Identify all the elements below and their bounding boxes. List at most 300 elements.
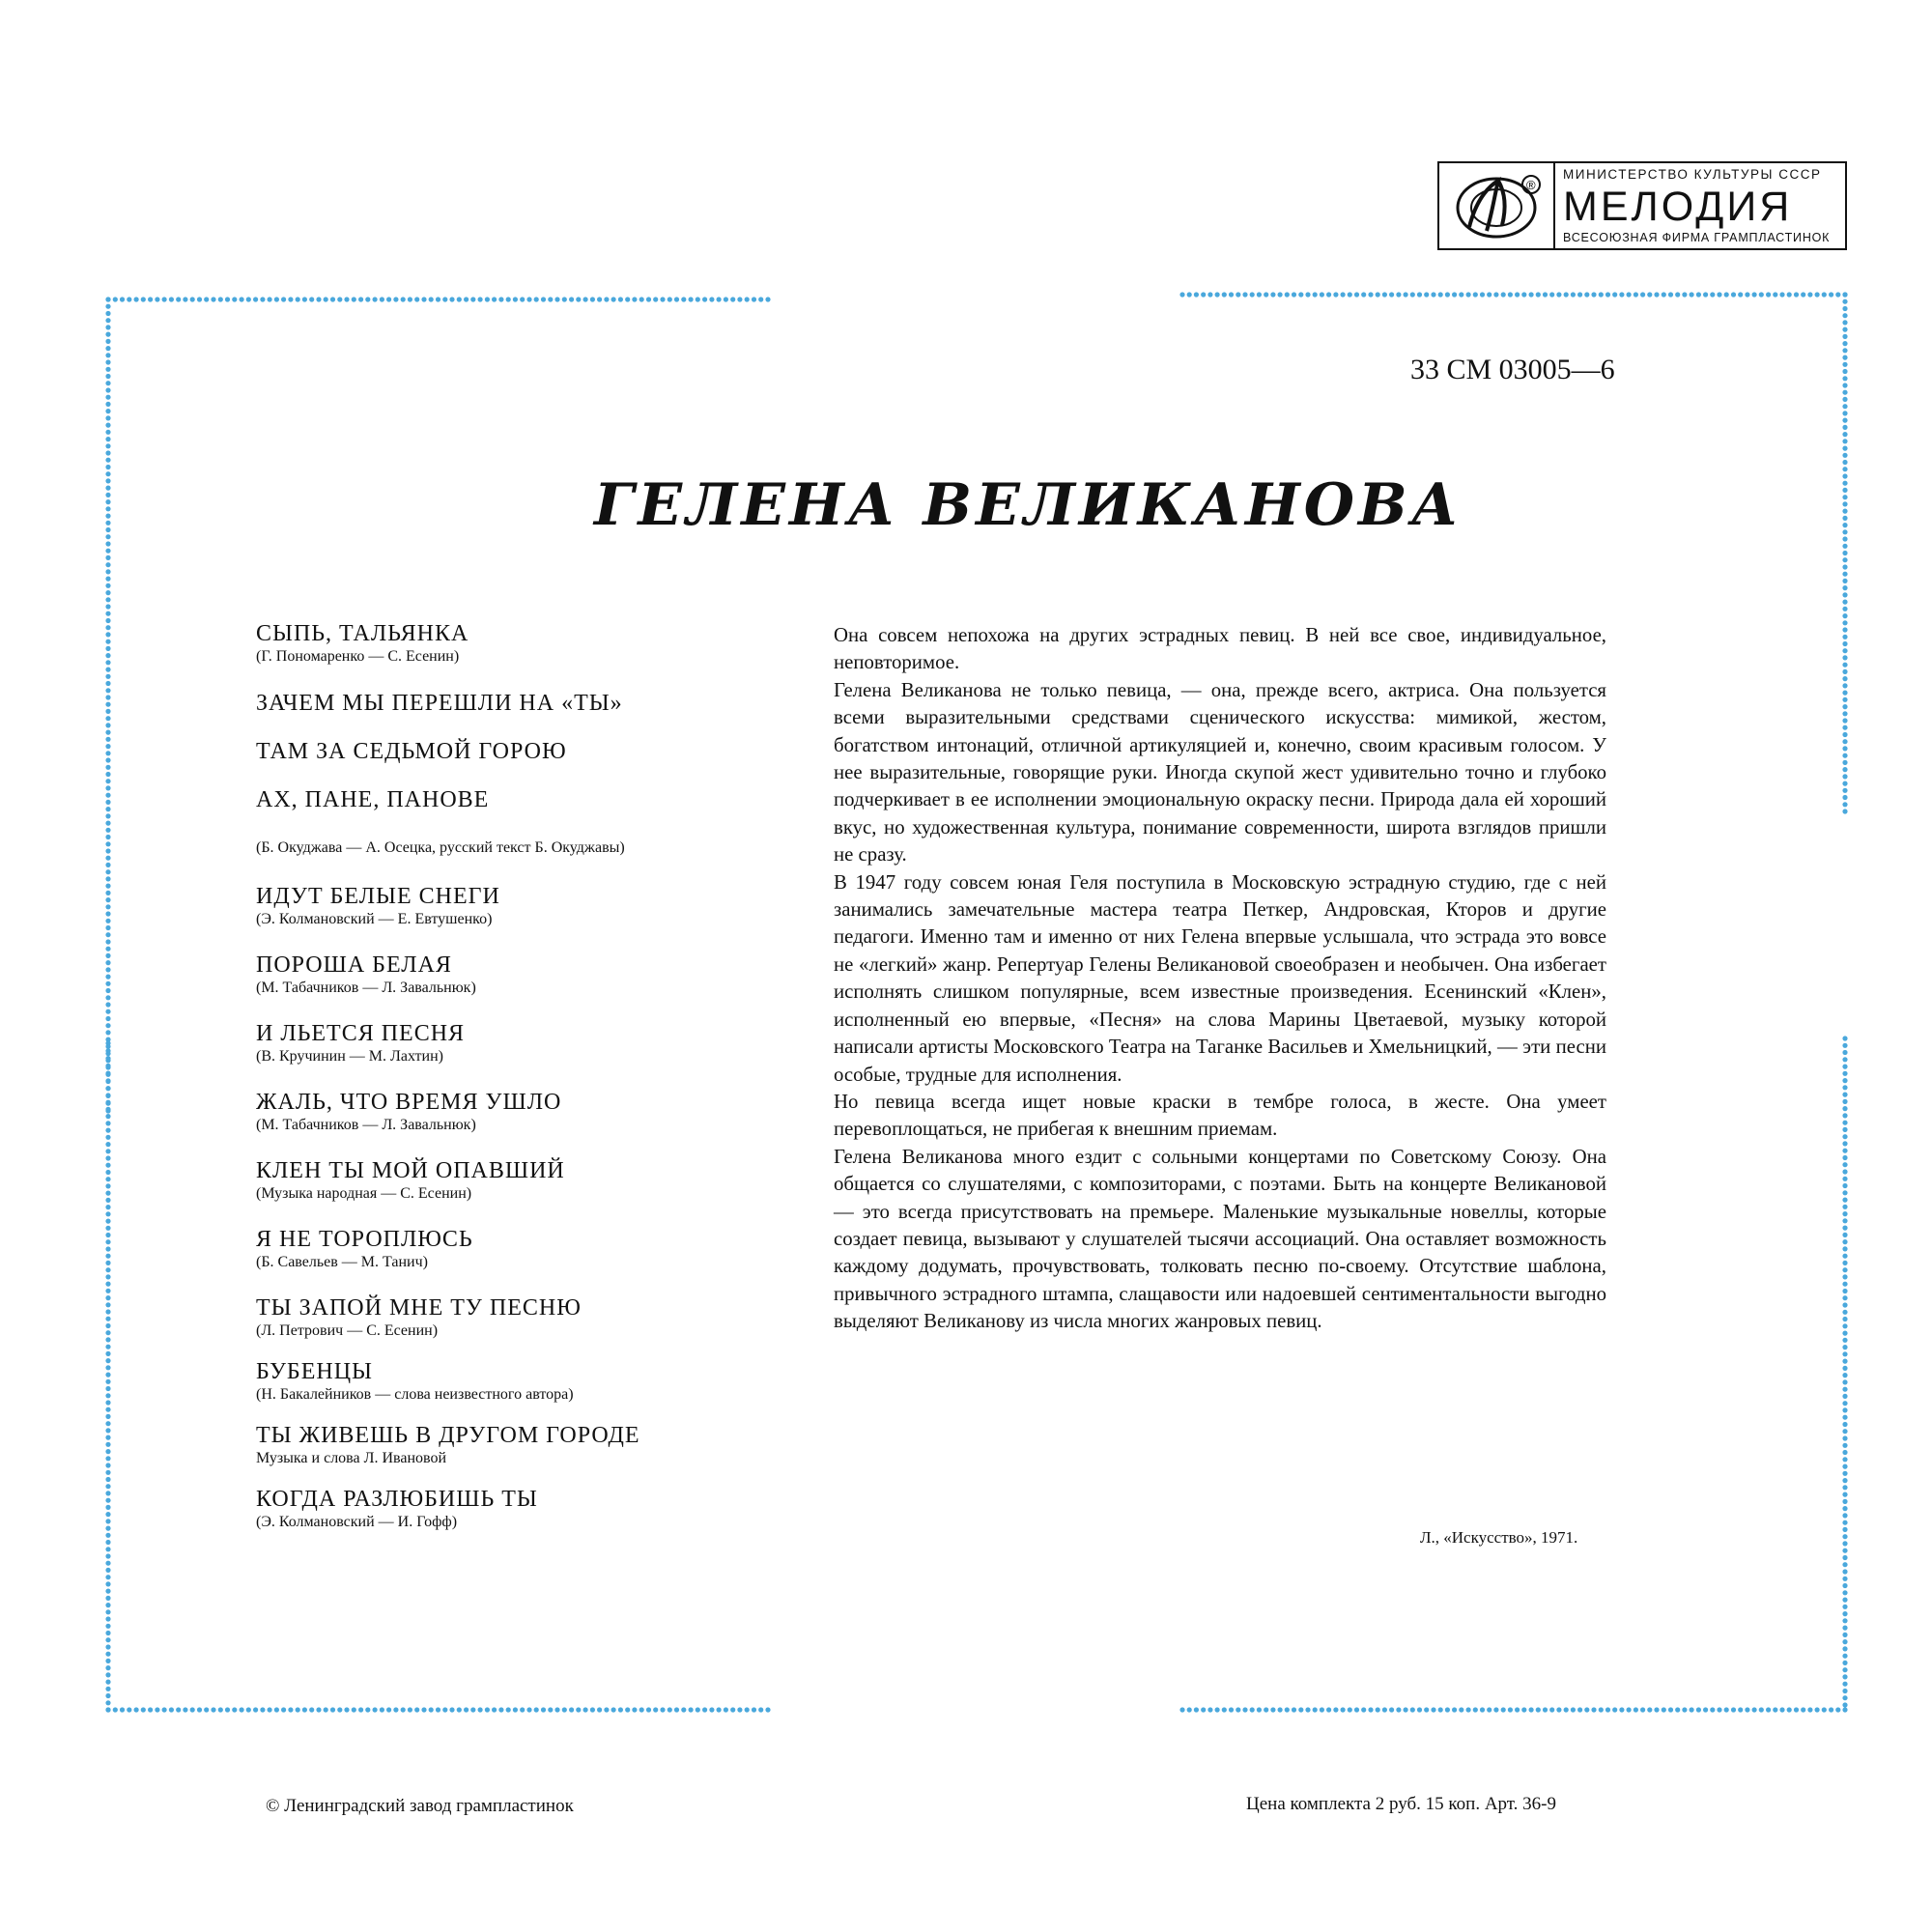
- frame-dot: [1354, 1707, 1359, 1712]
- frame-dot: [513, 297, 518, 301]
- frame-dot: [148, 297, 153, 301]
- frame-dot: [380, 1707, 384, 1712]
- track-title: ТАМ ЗА СЕДЬМОЙ ГОРОЮ: [256, 739, 567, 764]
- frame-dot: [1842, 802, 1847, 807]
- frame-dot: [625, 1707, 630, 1712]
- frame-dot: [105, 1707, 110, 1712]
- frame-dot: [105, 597, 110, 602]
- logo-ministry: МИНИСТЕРСТВО КУЛЬТУРЫ СССР: [1563, 167, 1822, 182]
- frame-dot: [639, 297, 644, 301]
- frame-dot: [1842, 1527, 1847, 1532]
- frame-dot: [717, 1707, 722, 1712]
- frame-dot: [1215, 292, 1220, 297]
- frame-dot: [1842, 376, 1847, 381]
- frame-dot: [105, 465, 110, 469]
- frame-dot: [1842, 453, 1847, 458]
- frame-dot: [105, 1323, 110, 1328]
- frame-dot: [268, 297, 272, 301]
- frame-dot: [414, 297, 419, 301]
- frame-dot: [105, 995, 110, 1000]
- frame-dot: [105, 785, 110, 790]
- frame-dot: [1842, 1415, 1847, 1420]
- frame-dot: [105, 1163, 110, 1168]
- frame-dot: [1842, 1141, 1847, 1146]
- frame-dot: [1842, 1548, 1847, 1553]
- frame-dot: [1662, 292, 1666, 297]
- frame-dot: [105, 1289, 110, 1293]
- frame-dot: [1842, 523, 1847, 527]
- frame-dot: [105, 1078, 110, 1083]
- frame-dot: [105, 1044, 110, 1049]
- frame-dot: [758, 1707, 763, 1712]
- frame-dot: [1278, 292, 1283, 297]
- frame-dot: [148, 1707, 153, 1712]
- frame-dot: [1842, 425, 1847, 430]
- frame-dot: [105, 1624, 110, 1629]
- frame-dot: [1842, 1429, 1847, 1434]
- registered-mark: ®: [1526, 178, 1536, 192]
- frame-dot: [105, 1261, 110, 1265]
- frame-dot: [105, 653, 110, 658]
- frame-dot: [176, 1707, 181, 1712]
- frame-dot: [492, 297, 497, 301]
- frame-dot: [1710, 1707, 1715, 1712]
- track-item: [256, 1358, 797, 1405]
- frame-dot: [1842, 551, 1847, 555]
- frame-dot: [1682, 1707, 1687, 1712]
- frame-dot: [1842, 1387, 1847, 1392]
- frame-dot: [1842, 809, 1847, 813]
- frame-dot: [702, 297, 707, 301]
- frame-dot: [1326, 292, 1331, 297]
- frame-dot: [105, 1470, 110, 1475]
- frame-dot: [660, 1707, 665, 1712]
- track-title: КЛЕН ТЫ МОЙ ОПАВШИЙ: [256, 1158, 565, 1183]
- frame-dot: [548, 297, 553, 301]
- frame-dot: [105, 891, 110, 895]
- frame-dot: [1842, 1379, 1847, 1384]
- frame-dot: [105, 443, 110, 448]
- frame-dot: [105, 1533, 110, 1538]
- frame-dot: [1842, 1127, 1847, 1132]
- frame-dot: [1779, 1707, 1784, 1712]
- frame-dot: [401, 297, 406, 301]
- frame-dot: [1382, 292, 1387, 297]
- frame-dot: [232, 297, 237, 301]
- frame-dot: [1835, 292, 1840, 297]
- copyright-notice: © Ленинградский завод грампластинок: [266, 1796, 574, 1816]
- frame-dot: [498, 1707, 503, 1712]
- frame-dot: [1842, 355, 1847, 360]
- frame-dot: [1842, 704, 1847, 709]
- frame-dot: [1842, 683, 1847, 688]
- frame-dot: [702, 1707, 707, 1712]
- frame-dot: [1647, 292, 1652, 297]
- frame-dot: [1529, 1707, 1534, 1712]
- frame-dot: [296, 297, 300, 301]
- frame-dot: [1842, 746, 1847, 751]
- frame-dot: [105, 765, 110, 770]
- frame-dot: [105, 821, 110, 826]
- frame-dot: [506, 1707, 511, 1712]
- frame-dot: [1487, 292, 1492, 297]
- frame-dot: [1264, 292, 1268, 297]
- frame-dot: [1842, 1618, 1847, 1623]
- frame-dot: [105, 1142, 110, 1147]
- frame-dot: [639, 1707, 644, 1712]
- frame-dot: [1556, 1707, 1561, 1712]
- frame-dot: [1731, 292, 1736, 297]
- frame-dot: [1842, 1590, 1847, 1595]
- frame-dot: [681, 297, 686, 301]
- frame-dot: [211, 1707, 215, 1712]
- frame-dot: [1480, 292, 1485, 297]
- frame-dot: [1842, 1169, 1847, 1174]
- frame-dot: [127, 1707, 131, 1712]
- frame-dot: [1842, 369, 1847, 374]
- frame-dot: [758, 297, 763, 301]
- frame-dot: [1842, 1162, 1847, 1167]
- frame-dot: [429, 297, 434, 301]
- frame-dot: [1278, 1707, 1283, 1712]
- frame-dot: [105, 1064, 110, 1068]
- frame-dot: [1627, 1707, 1632, 1712]
- frame-dot: [1842, 1541, 1847, 1546]
- frame-dot: [1242, 1707, 1247, 1712]
- frame-dot: [105, 960, 110, 965]
- frame-dot: [1417, 1707, 1422, 1712]
- frame-dot: [1842, 1457, 1847, 1462]
- frame-dot: [105, 1337, 110, 1342]
- frame-dot: [534, 1707, 539, 1712]
- frame-dot: [1564, 292, 1569, 297]
- frame-dot: [765, 297, 770, 301]
- frame-dot: [288, 1707, 293, 1712]
- frame-dot: [1815, 1707, 1820, 1712]
- frame-dot: [1842, 544, 1847, 549]
- frame-dot: [105, 1665, 110, 1670]
- frame-dot: [1842, 585, 1847, 590]
- logo-brand: МЕЛОДИЯ: [1563, 183, 1793, 230]
- frame-dot: [274, 297, 279, 301]
- frame-dot: [1842, 600, 1847, 605]
- frame-dot: [105, 947, 110, 952]
- frame-dot: [1201, 292, 1206, 297]
- frame-dot: [1759, 292, 1764, 297]
- frame-dot: [1842, 1667, 1847, 1672]
- frame-dot: [1842, 1373, 1847, 1378]
- frame-dot: [105, 751, 110, 755]
- frame-dot: [668, 1707, 672, 1712]
- frame-dot: [604, 1707, 609, 1712]
- frame-dot: [1842, 334, 1847, 339]
- frame-dot: [436, 297, 440, 301]
- frame-dot: [1438, 1707, 1443, 1712]
- frame-dot: [105, 1498, 110, 1503]
- frame-dot: [105, 1700, 110, 1705]
- frame-dot: [386, 297, 391, 301]
- frame-dot: [1842, 397, 1847, 402]
- frame-dot: [1842, 1338, 1847, 1343]
- frame-dot: [1842, 1639, 1847, 1644]
- frame-dot: [752, 297, 756, 301]
- frame-dot: [113, 1707, 118, 1712]
- frame-dot: [113, 297, 118, 301]
- frame-dot: [1529, 292, 1534, 297]
- frame-dot: [1842, 1254, 1847, 1259]
- track-credits: (М. Табачников — Л. Завальнюк): [256, 980, 476, 996]
- frame-dot: [1842, 557, 1847, 562]
- frame-dot: [105, 1491, 110, 1495]
- frame-dot: [548, 1707, 553, 1712]
- frame-dot: [169, 1707, 174, 1712]
- frame-dot: [105, 1048, 110, 1053]
- frame-dot: [513, 1707, 518, 1712]
- frame-dot: [105, 1680, 110, 1685]
- frame-dot: [105, 911, 110, 916]
- frame-dot: [1250, 292, 1255, 297]
- frame-dot: [1779, 292, 1784, 297]
- frame-dot: [1717, 292, 1721, 297]
- frame-dot: [1842, 1323, 1847, 1328]
- frame-dot: [105, 353, 110, 357]
- frame-dot: [1842, 564, 1847, 569]
- frame-dot: [1794, 1707, 1799, 1712]
- frame-dot: [105, 813, 110, 818]
- frame-dot: [105, 1274, 110, 1279]
- frame-dot: [1410, 292, 1415, 297]
- frame-dot: [689, 297, 694, 301]
- frame-dot: [105, 925, 110, 930]
- frame-dot: [296, 1707, 300, 1712]
- frame-dot: [1612, 292, 1617, 297]
- frame-dot: [1842, 1492, 1847, 1497]
- liner-paragraph: Гелена Великанова много ездит с сольными концертами по Советскому Союзу. Она общается со слушателями, с композиторами, с поэтами. Быть на концерте Великановой — это всегда присутствовать на премьере. Маленькие музыкальные новеллы, которые создает певица, вызывают у слушателей тысячи ассоциаций. Она оставляет возможность каждому додумать, прочувствовать, толковать песню по-своему. Отсутствие шаблона, привычного эстрадного штампа, слащавости или надоевшей сентиментальности выгодно выделяют Великанову из числа многих жанровых певиц.: [834, 1145, 1606, 1333]
- frame-dot: [105, 1233, 110, 1237]
- frame-dot: [1807, 292, 1812, 297]
- frame-dot: [1842, 795, 1847, 800]
- frame-dot: [1842, 1674, 1847, 1679]
- frame-dot: [365, 297, 370, 301]
- frame-dot: [352, 1707, 356, 1712]
- frame-dot: [105, 1016, 110, 1021]
- frame-dot: [1842, 390, 1847, 395]
- frame-dot: [1584, 292, 1589, 297]
- frame-dot: [1842, 327, 1847, 332]
- frame-dot: [1842, 1078, 1847, 1083]
- frame-dot: [1333, 1707, 1338, 1712]
- frame-dot: [1842, 1626, 1847, 1631]
- frame-dot: [1222, 1707, 1227, 1712]
- frame-dot: [1543, 292, 1548, 297]
- frame-dot: [576, 297, 581, 301]
- frame-dot: [1842, 1577, 1847, 1581]
- catalog-number: 33 СМ 03005—6: [1410, 354, 1615, 385]
- track-credits: (Э. Колмановский — Е. Евтушенко): [256, 911, 493, 927]
- frame-dot: [1842, 1695, 1847, 1700]
- frame-dot: [1842, 1499, 1847, 1504]
- frame-dot: [240, 1707, 244, 1712]
- frame-dot: [1473, 292, 1478, 297]
- frame-dot: [1842, 1261, 1847, 1265]
- frame-dot: [105, 1553, 110, 1558]
- frame-dot: [105, 381, 110, 385]
- frame-dot: [105, 549, 110, 554]
- frame-dot: [316, 1707, 321, 1712]
- frame-dot: [1354, 292, 1359, 297]
- frame-dot: [1389, 292, 1394, 297]
- frame-dot: [1452, 1707, 1457, 1712]
- frame-dot: [737, 297, 742, 301]
- track-credits: (Музыка народная — С. Есенин): [256, 1185, 472, 1202]
- frame-dot: [105, 1435, 110, 1440]
- frame-dot: [1842, 446, 1847, 451]
- frame-dot: [1584, 1707, 1589, 1712]
- frame-dot: [421, 297, 426, 301]
- frame-dot: [1696, 1707, 1701, 1712]
- frame-dot: [1745, 1707, 1749, 1712]
- frame-dot: [105, 1267, 110, 1272]
- frame-dot: [1842, 320, 1847, 325]
- frame-dot: [1187, 292, 1192, 297]
- frame-dot: [1389, 1707, 1394, 1712]
- frame-dot: [373, 1707, 378, 1712]
- frame-dot: [260, 297, 265, 301]
- frame-dot: [1842, 1226, 1847, 1231]
- frame-dot: [1842, 753, 1847, 758]
- frame-dot: [105, 1547, 110, 1551]
- frame-dot: [1842, 1401, 1847, 1406]
- frame-dot: [485, 1707, 490, 1712]
- frame-dot: [105, 486, 110, 491]
- frame-dot: [1794, 292, 1799, 297]
- frame-dot: [1842, 725, 1847, 730]
- track-title: ИДУТ БЕЛЫЕ СНЕГИ: [256, 884, 500, 909]
- frame-dot: [105, 848, 110, 853]
- frame-dot: [696, 1707, 700, 1712]
- frame-dot: [1599, 292, 1604, 297]
- frame-dot: [105, 897, 110, 902]
- frame-dot: [344, 297, 349, 301]
- frame-dot: [1348, 1707, 1352, 1712]
- track-item: [256, 1294, 797, 1341]
- frame-dot: [105, 1540, 110, 1545]
- frame-dot: [105, 437, 110, 441]
- frame-dot: [1842, 1689, 1847, 1693]
- frame-dot: [1842, 1295, 1847, 1300]
- frame-dot: [1842, 1569, 1847, 1574]
- track-item: [256, 1020, 797, 1066]
- frame-dot: [1842, 1106, 1847, 1111]
- frame-dot: [105, 1135, 110, 1140]
- frame-dot: [105, 1302, 110, 1307]
- frame-dot: [1842, 648, 1847, 653]
- frame-dot: [1521, 1707, 1526, 1712]
- frame-dot: [105, 1079, 110, 1084]
- frame-dot: [105, 506, 110, 511]
- track-item: [256, 620, 797, 667]
- frame-dot: [105, 1191, 110, 1196]
- frame-dot: [1549, 1707, 1554, 1712]
- frame-dot: [197, 297, 202, 301]
- frame-dot: [1842, 1422, 1847, 1427]
- frame-dot: [105, 325, 110, 329]
- frame-dot: [1710, 292, 1715, 297]
- frame-dot: [674, 1707, 679, 1712]
- frame-dot: [105, 527, 110, 532]
- frame-dot: [709, 1707, 714, 1712]
- frame-dot: [1292, 292, 1296, 297]
- frame-dot: [1208, 292, 1212, 297]
- frame-dot: [646, 297, 651, 301]
- frame-dot: [105, 297, 110, 301]
- frame-dot: [1842, 292, 1847, 297]
- frame-dot: [1696, 292, 1701, 297]
- frame-dot: [1842, 516, 1847, 521]
- frame-dot: [105, 1108, 110, 1113]
- frame-dot: [1668, 1707, 1673, 1712]
- frame-dot: [169, 297, 174, 301]
- frame-dot: [1842, 1359, 1847, 1364]
- frame-dot: [1842, 411, 1847, 415]
- frame-dot: [105, 1226, 110, 1231]
- frame-dot: [470, 1707, 475, 1712]
- liner-paragraph: В 1947 году совсем юная Геля поступила в Московскую эстрадную студию, где с ней занимались замечательные мастера театра Петкер, Андровская, Кторов и другие педагоги. Именно там и именно от них Гелена впервые услышала, что эстрада это вовсе не «легкий» жанр. Репертуар Гелены Великановой своеобразен и необычен. Она избегает исполнять слишком популярные, всем известные произведения. Есенинский «Клен», исполненный ею впервые, «Песня» на слова Марины Цветаевой, музыку которой написали артисты Московского Театра на Таганке Васильев и Хмельницкий, — эти песни особые, трудные для исполнения.: [834, 870, 1606, 1086]
- frame-dot: [105, 534, 110, 539]
- frame-dot: [105, 723, 110, 727]
- frame-dot: [105, 339, 110, 344]
- frame-dot: [105, 1072, 110, 1077]
- frame-dot: [737, 1707, 742, 1712]
- frame-dot: [1807, 1707, 1812, 1712]
- frame-dot: [1634, 292, 1638, 297]
- frame-dot: [105, 1407, 110, 1412]
- frame-dot: [337, 1707, 342, 1712]
- frame-dot: [1842, 1583, 1847, 1588]
- frame-dot: [105, 471, 110, 476]
- frame-dot: [1619, 292, 1624, 297]
- frame-dot: [162, 297, 167, 301]
- frame-dot: [105, 863, 110, 867]
- frame-dot: [442, 1707, 447, 1712]
- frame-dot: [1835, 1707, 1840, 1712]
- frame-dot: [436, 1707, 440, 1712]
- frame-dot: [105, 618, 110, 623]
- frame-dot: [105, 1644, 110, 1649]
- frame-dot: [105, 1086, 110, 1091]
- frame-dot: [105, 1652, 110, 1657]
- frame-dot: [1842, 788, 1847, 793]
- frame-dot: [260, 1707, 265, 1712]
- track-title: КОГДА РАЗЛЮБИШЬ ТЫ: [256, 1487, 538, 1512]
- frame-dot: [105, 681, 110, 686]
- frame-dot: [105, 869, 110, 874]
- frame-dot: [105, 1101, 110, 1106]
- frame-dot: [1675, 292, 1680, 297]
- frame-dot: [1348, 292, 1352, 297]
- frame-dot: [653, 297, 658, 301]
- frame-dot: [105, 1519, 110, 1523]
- frame-dot: [1257, 292, 1262, 297]
- frame-dot: [569, 1707, 574, 1712]
- frame-dot: [1842, 509, 1847, 514]
- frame-dot: [1222, 292, 1227, 297]
- frame-dot: [765, 1707, 770, 1712]
- frame-dot: [105, 1037, 110, 1042]
- frame-dot: [730, 1707, 735, 1712]
- frame-dot: [105, 988, 110, 993]
- frame-dot: [1842, 495, 1847, 499]
